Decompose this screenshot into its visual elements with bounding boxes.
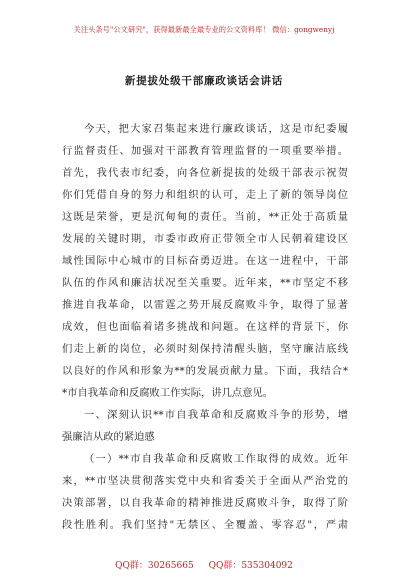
document-title: 新提拔处级干部廉政谈话会讲话 bbox=[124, 75, 284, 87]
qq-group-1: QQ群：30265665 bbox=[115, 561, 194, 571]
body-line: *市自我革命和反腐败工作实际，讲几点意见。 bbox=[62, 387, 274, 399]
body-line: 今天，把大家召集起来进行廉政谈话，这是市纪委履 bbox=[84, 123, 348, 135]
section-heading-line: 强廉洁从政的紧迫感 bbox=[62, 431, 155, 443]
body-line: 们走上新的岗位，必须时刻保持清醒头脑，坚守廉洁底线 bbox=[62, 343, 348, 355]
body-line: 来，**市坚决贯彻落实党中央和省委关于全面从严治党的 bbox=[62, 475, 348, 487]
body-line: 行监督责任、加强对干部教育管理监督的一项重要举措。 bbox=[62, 145, 348, 157]
body-line: 首先，我代表市纪委，向各位新提拔的处级干部表示祝贺 bbox=[62, 167, 348, 179]
body-line: 发展的关键时期，市委市政府正带领全市人民朝着建设区 bbox=[62, 233, 348, 245]
body-line: 队伍的作风和廉洁状况至关重要。近年来，**市坚定不移 bbox=[62, 277, 348, 289]
body-line: （一）**市自我革命和反腐败工作取得的成效。近年 bbox=[84, 453, 348, 465]
section-heading-line: 一、深刻认识**市自我革命和反腐败斗争的形势，增 bbox=[84, 409, 348, 421]
body-line: 以良好的作风和形象为**的发展贡献力量。下面，我结合* bbox=[62, 365, 348, 377]
body-line: 段性胜利。我们坚持"无禁区、全覆盖、零容忍"，严肃 bbox=[62, 519, 348, 531]
body-line: 这既是荣誉，更是沉甸甸的责任。当前，**正处于高质量 bbox=[62, 211, 348, 223]
body-line: 你们凭借自身的努力和组织的认可，走上了新的领导岗位 bbox=[62, 189, 348, 201]
footer-contact bbox=[0, 558, 408, 571]
body-line: 推进自我革命，以雷霆之势开展反腐败斗争，取得了显著 bbox=[62, 299, 348, 311]
body-line: 域性国际中心城市的目标奋勇迈进。在这一进程中，干部 bbox=[62, 255, 348, 267]
body-line: 成效，但也面临着诸多挑战和问题。在这样的背景下，你 bbox=[62, 321, 348, 333]
promo-banner: 关注头条号"公文研究"，获得最新最全最专业的公文资料库！ 微信：gongwenyj bbox=[73, 25, 335, 34]
body-line: 决策部署，以自我革命的精神推进反腐败斗争，取得了阶 bbox=[62, 497, 348, 509]
qq-group-2: QQ群：535304092 bbox=[208, 561, 293, 571]
